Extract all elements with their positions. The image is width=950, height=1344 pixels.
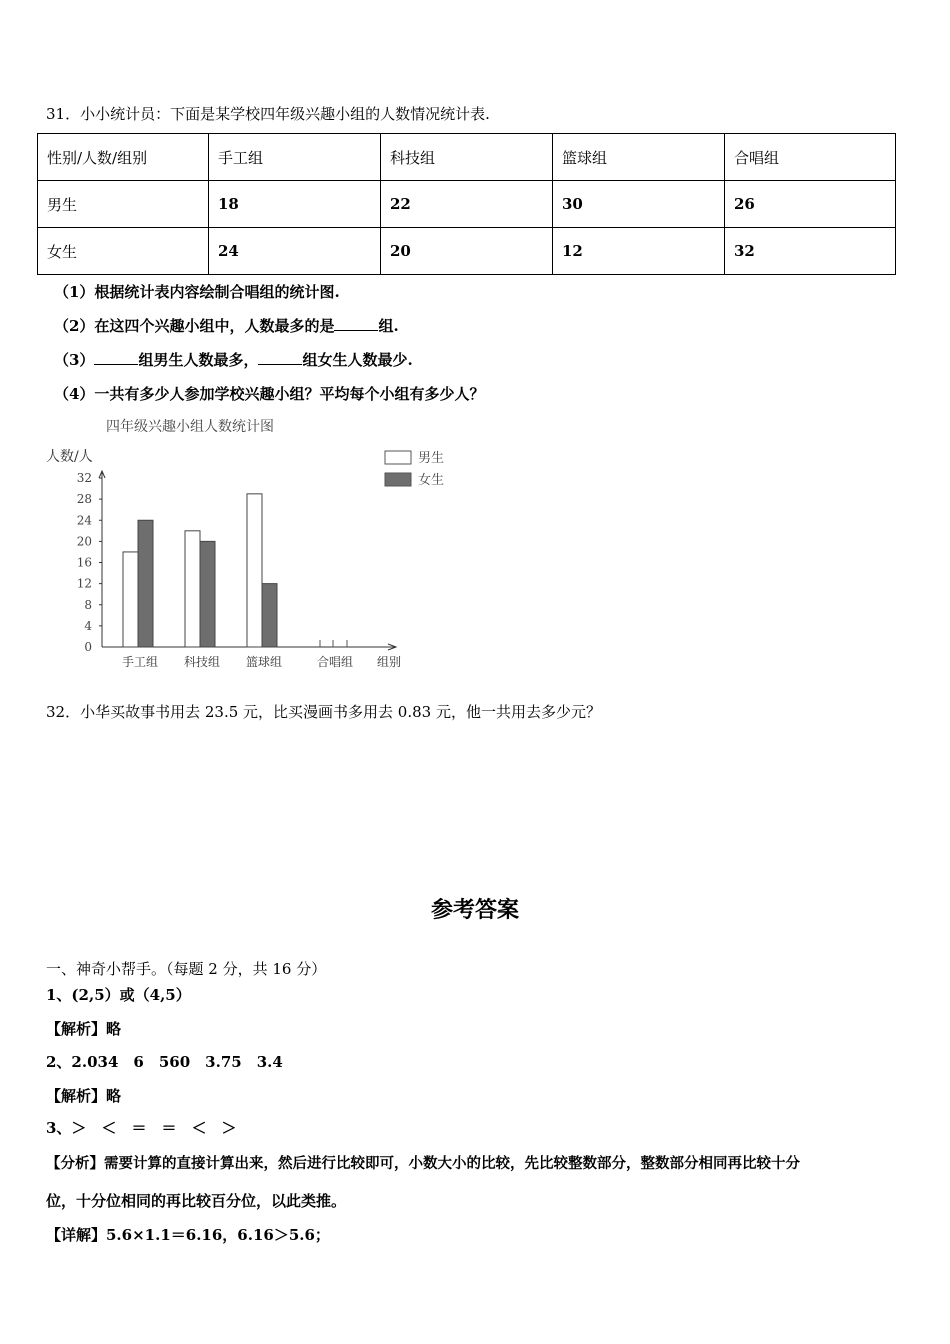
answer-3-analysis: 【分析】需要计算的直接计算出来，然后进行比较即可，小数大小的比较，先比较整数部分，整数部分相同再比较十分	[46, 1155, 800, 1172]
q31-sub2	[54, 315, 399, 336]
legend-label-girls: 女生	[418, 473, 445, 488]
answer-2: 2、2.034 6 560 3.75 3.4	[46, 1053, 283, 1071]
answer-1-note: 【解析】略	[46, 1020, 122, 1038]
y-tick-label: 4	[84, 618, 92, 633]
table-cell: 30	[553, 181, 725, 228]
table-cell: 12	[553, 228, 725, 275]
table-cell: 18	[209, 181, 381, 228]
answer-3-analysis-cont: 位，十分位相同的再比较百分位，以此类推。	[46, 1192, 347, 1210]
legend-label-boys: 男生	[418, 451, 445, 466]
q31-sub1: （1）根据统计表内容绘制合唱组的统计图.	[54, 283, 340, 301]
bar	[262, 584, 277, 647]
q32-text: 32．小华买故事书用去 23.5 元，比买漫画书多用去 0.83 元，他一共用去多少元？	[46, 703, 601, 721]
chart-title: 四年级兴趣小组人数统计图	[106, 419, 274, 435]
answers-heading: 参考答案	[430, 897, 519, 923]
q31-title: 31．小小统计员：下面是某学校四年级兴趣小组的人数情况统计表.	[46, 105, 490, 123]
y-tick-label: 28	[76, 492, 92, 507]
bar	[138, 520, 153, 647]
bars	[123, 494, 277, 647]
table-header-cell: 篮球组	[553, 134, 725, 181]
bar-chart	[40, 410, 445, 675]
x-axis-label: 组别	[376, 655, 402, 669]
answer-3-detail: 【详解】5.6×1.1＝6.16，6.16＞5.6；	[46, 1226, 330, 1244]
q31-sub3	[54, 349, 413, 370]
answers-section-1: 一、神奇小帮手。（每题 2 分，共 16 分）	[46, 960, 327, 978]
bar	[247, 494, 262, 647]
q31-sub3-text-a: （3）	[54, 351, 95, 369]
stats-table	[37, 133, 896, 275]
bar	[123, 552, 138, 647]
y-tick-label: 12	[76, 576, 92, 591]
answer-blank	[334, 316, 378, 331]
y-tick-label: 32	[76, 471, 92, 485]
table-cell: 24	[209, 228, 381, 275]
table-header-row	[38, 134, 896, 181]
y-tick-label: 20	[76, 534, 92, 549]
q31-sub3-text-b: 组男生人数最多，	[138, 351, 259, 369]
table-header-cell: 科技组	[381, 134, 553, 181]
answer-1: 1、(2,5）或（4,5）	[46, 986, 191, 1004]
y-tick-label: 16	[76, 555, 92, 570]
x-tick-label: 合唱组	[316, 655, 354, 669]
x-tick-label: 科技组	[183, 655, 221, 669]
table-cell: 20	[381, 228, 553, 275]
table-row	[38, 228, 896, 275]
legend	[385, 450, 444, 488]
table-header-cell: 合唱组	[725, 134, 896, 181]
x-tick-label: 篮球组	[245, 655, 283, 669]
row-label: 男生	[38, 181, 209, 228]
bar	[200, 541, 215, 647]
q31-sub4: （4）一共有多少人参加学校兴趣小组？平均每个小组有多少人？	[54, 385, 485, 403]
x-tick-label: 手工组	[121, 655, 159, 669]
table-header-cell: 性别/人数/组别	[38, 134, 209, 181]
q31-sub3-text-c: 组女生人数最少.	[302, 351, 413, 369]
answer-3: 3、＞ ＜ ＝ ＝ ＜ ＞	[46, 1119, 237, 1137]
q31-sub2-text-a: （2）在这四个兴趣小组中，人数最多的是	[54, 317, 335, 335]
legend-swatch-boys	[385, 451, 411, 464]
q31-sub2-text-b: 组.	[378, 317, 399, 335]
table-cell: 22	[381, 181, 553, 228]
bar	[185, 531, 200, 647]
answer-2-note: 【解析】略	[46, 1087, 122, 1105]
y-tick-label: 0	[84, 640, 92, 654]
row-label: 女生	[38, 228, 209, 275]
answer-blank	[258, 350, 302, 365]
y-tick-label: 24	[76, 513, 92, 528]
table-cell: 32	[725, 228, 896, 275]
table-row	[38, 181, 896, 228]
table-header-cell: 手工组	[209, 134, 381, 181]
legend-swatch-girls	[385, 473, 411, 486]
y-axis-label: 人数/人	[46, 449, 93, 465]
answer-blank	[94, 350, 138, 365]
table-cell: 26	[725, 181, 896, 228]
y-tick-label: 8	[84, 597, 92, 612]
